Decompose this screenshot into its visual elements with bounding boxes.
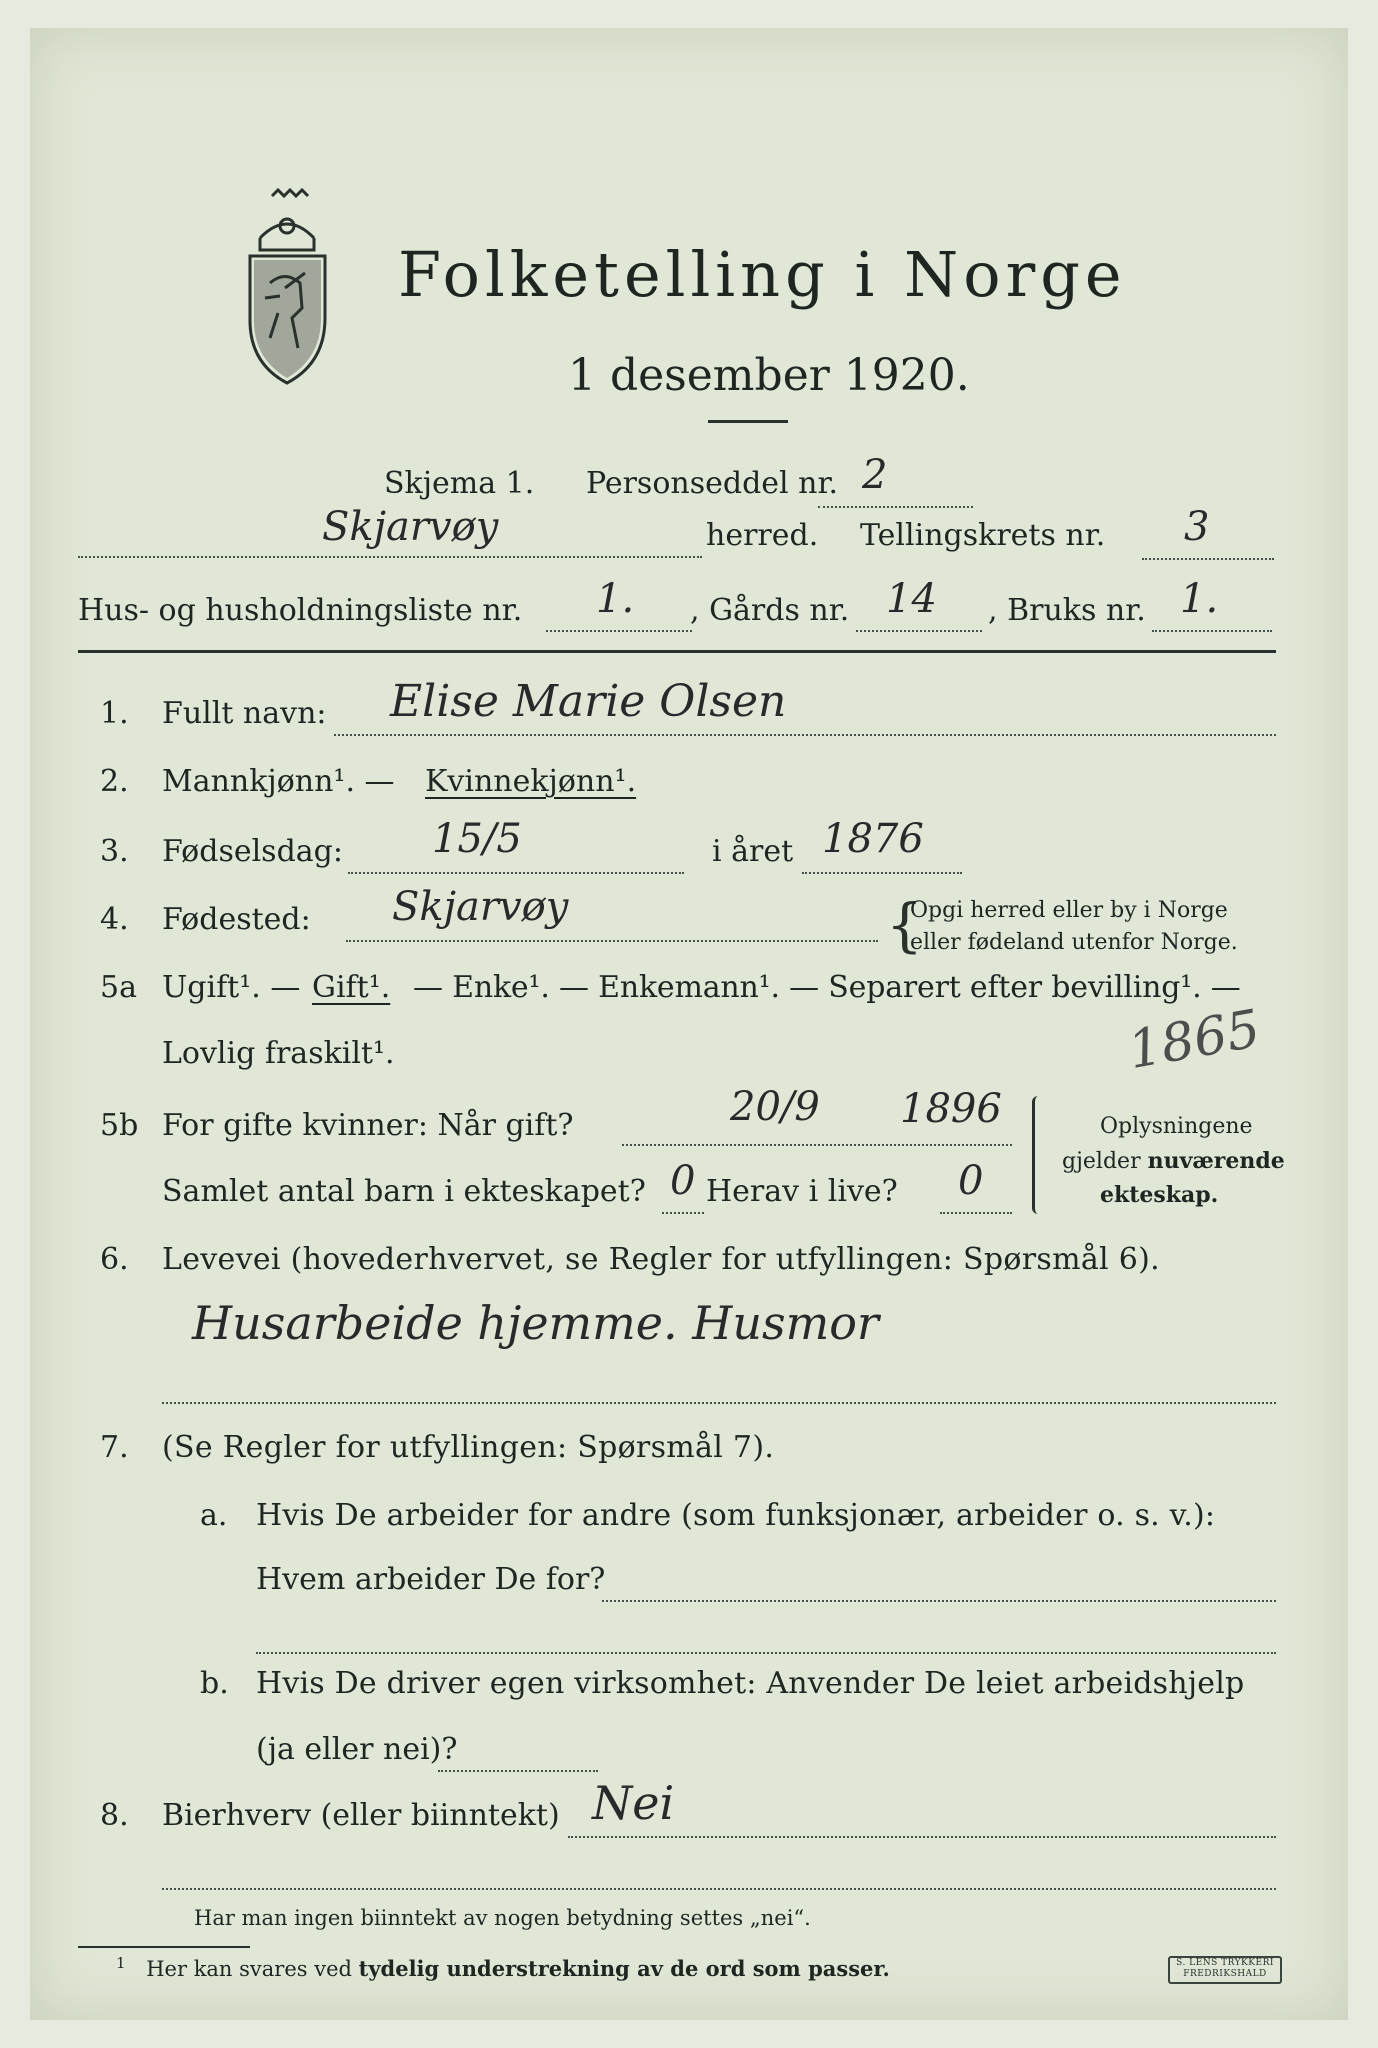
footnote: $^1$ Her kan svares ved tydelig understrekning av de ord som passer. <box>116 1954 890 1981</box>
fodselsar-value[interactable]: 1876 <box>822 816 924 862</box>
nar-gift-label: For gifte kvinner: Når gift? <box>162 1108 574 1143</box>
note-brace: { <box>886 891 923 959</box>
q7a-letter: a. <box>200 1498 228 1533</box>
levevei-label: Levevei (hovederhvervet, se Regler for utfyllingen: Spørsmål 6). <box>162 1242 1160 1277</box>
bierhverv-label: Bierhverv (eller biinntekt) <box>162 1798 560 1833</box>
biinntekt-note: Har man ingen biinntekt av nogen betydning settes „nei“. <box>194 1906 811 1930</box>
fodselsar-label: i året <box>712 834 794 869</box>
fullt-navn-label: Fullt navn: <box>162 696 327 731</box>
fullt-navn-value[interactable]: Elise Marie Olsen <box>390 676 787 727</box>
ekteskap-note-line1: Oplysningene <box>1100 1114 1253 1139</box>
census-form-sheet <box>30 28 1348 2020</box>
q7b-line2: (ja eller nei)? <box>256 1732 458 1767</box>
q2-number: 2. <box>100 764 129 799</box>
printer-stamp: S. LENS TRYKKERI FREDRIKSHALD <box>1168 1956 1282 1984</box>
personseddel-label: Personseddel nr. <box>586 466 839 501</box>
coat-of-arms-icon <box>230 188 345 388</box>
header-divider <box>708 420 788 423</box>
kvinnekjonn-option-underlined[interactable]: Kvinnekjønn¹. <box>425 764 637 799</box>
q7a-line1: Hvis De arbeider for andre (som funksjonær, arbeider o. s. v.): <box>256 1498 1216 1533</box>
fodested-note-line2: eller fødeland utenfor Norge. <box>910 930 1238 955</box>
mannkjonn-option[interactable]: Mannkjønn¹. — <box>162 764 395 799</box>
personseddel-value[interactable]: 2 <box>862 452 888 498</box>
q7-label: (Se Regler for utfyllingen: Spørsmål 7). <box>162 1430 775 1465</box>
q7-number: 7. <box>100 1430 129 1465</box>
fodselsdag-value[interactable]: 15/5 <box>432 816 522 862</box>
bierhverv-value[interactable]: Nei <box>592 1776 675 1830</box>
tellingskrets-label: Tellingskrets nr. <box>860 518 1106 553</box>
ekteskap-note-line2: gjelder nuværende <box>1062 1148 1285 1174</box>
tellingskrets-value[interactable]: 3 <box>1184 504 1210 550</box>
barn-label: Samlet antal barn i ekteskapet? <box>162 1174 646 1209</box>
margin-note-1865: 1865 <box>1123 998 1265 1082</box>
gift-option-underlined[interactable]: Gift¹. <box>312 970 391 1005</box>
sivilstand-other-options[interactable]: — Enke¹. — Enkemann¹. — Separert efter bevilling¹. — <box>413 970 1241 1005</box>
q6-number: 6. <box>100 1242 129 1277</box>
footnote-divider <box>78 1946 250 1948</box>
fodselsdag-label: Fødselsdag: <box>162 834 343 869</box>
bruks-label: , Bruks nr. <box>988 593 1146 628</box>
bruks-value[interactable]: 1. <box>1180 576 1219 622</box>
ekteskap-note-line3: ekteskap. <box>1100 1182 1219 1208</box>
q1-number: 1. <box>100 696 129 731</box>
fodested-value[interactable]: Skjarvøy <box>392 884 569 930</box>
gards-label: , Gårds nr. <box>690 593 850 628</box>
herred-label: herred. <box>706 518 819 553</box>
section-divider <box>78 650 1276 653</box>
fodested-label: Fødested: <box>162 902 311 937</box>
nar-gift-date-value[interactable]: 20/9 <box>730 1084 820 1130</box>
husholdningsliste-label: Hus- og husholdningsliste nr. <box>78 593 523 628</box>
skjema-label: Skjema 1. <box>384 466 535 501</box>
q8-number: 8. <box>100 1798 129 1833</box>
note-bracket <box>1032 1096 1045 1214</box>
barn-value[interactable]: 0 <box>670 1158 696 1204</box>
herav-i-live-label: Herav i live? <box>706 1174 898 1209</box>
q7b-letter: b. <box>200 1666 229 1701</box>
q5a-number: 5a <box>100 970 137 1005</box>
herred-value[interactable]: Skjarvøy <box>322 504 499 550</box>
q3-number: 3. <box>100 834 129 869</box>
ugift-option[interactable]: Ugift¹. — <box>162 970 301 1005</box>
q7b-line1: Hvis De driver egen virksomhet: Anvender De leiet arbeidshjelp <box>256 1666 1245 1701</box>
census-date: 1 desember 1920. <box>568 350 970 401</box>
q5b-number: 5b <box>100 1108 139 1143</box>
herav-i-live-value[interactable]: 0 <box>958 1158 984 1204</box>
form-title: Folketelling i Norge <box>398 238 1127 311</box>
q4-number: 4. <box>100 902 129 937</box>
nar-gift-year-value[interactable]: 1896 <box>900 1086 1002 1132</box>
levevei-value[interactable]: Husarbeide hjemme. Husmor <box>192 1296 879 1350</box>
lovlig-fraskilt-option[interactable]: Lovlig fraskilt¹. <box>162 1036 395 1071</box>
gards-value[interactable]: 14 <box>886 576 937 622</box>
husholdningsliste-value[interactable]: 1. <box>596 576 635 622</box>
q7a-line2: Hvem arbeider De for? <box>256 1562 606 1597</box>
fodested-note-line1: Opgi herred eller by i Norge <box>910 898 1228 923</box>
